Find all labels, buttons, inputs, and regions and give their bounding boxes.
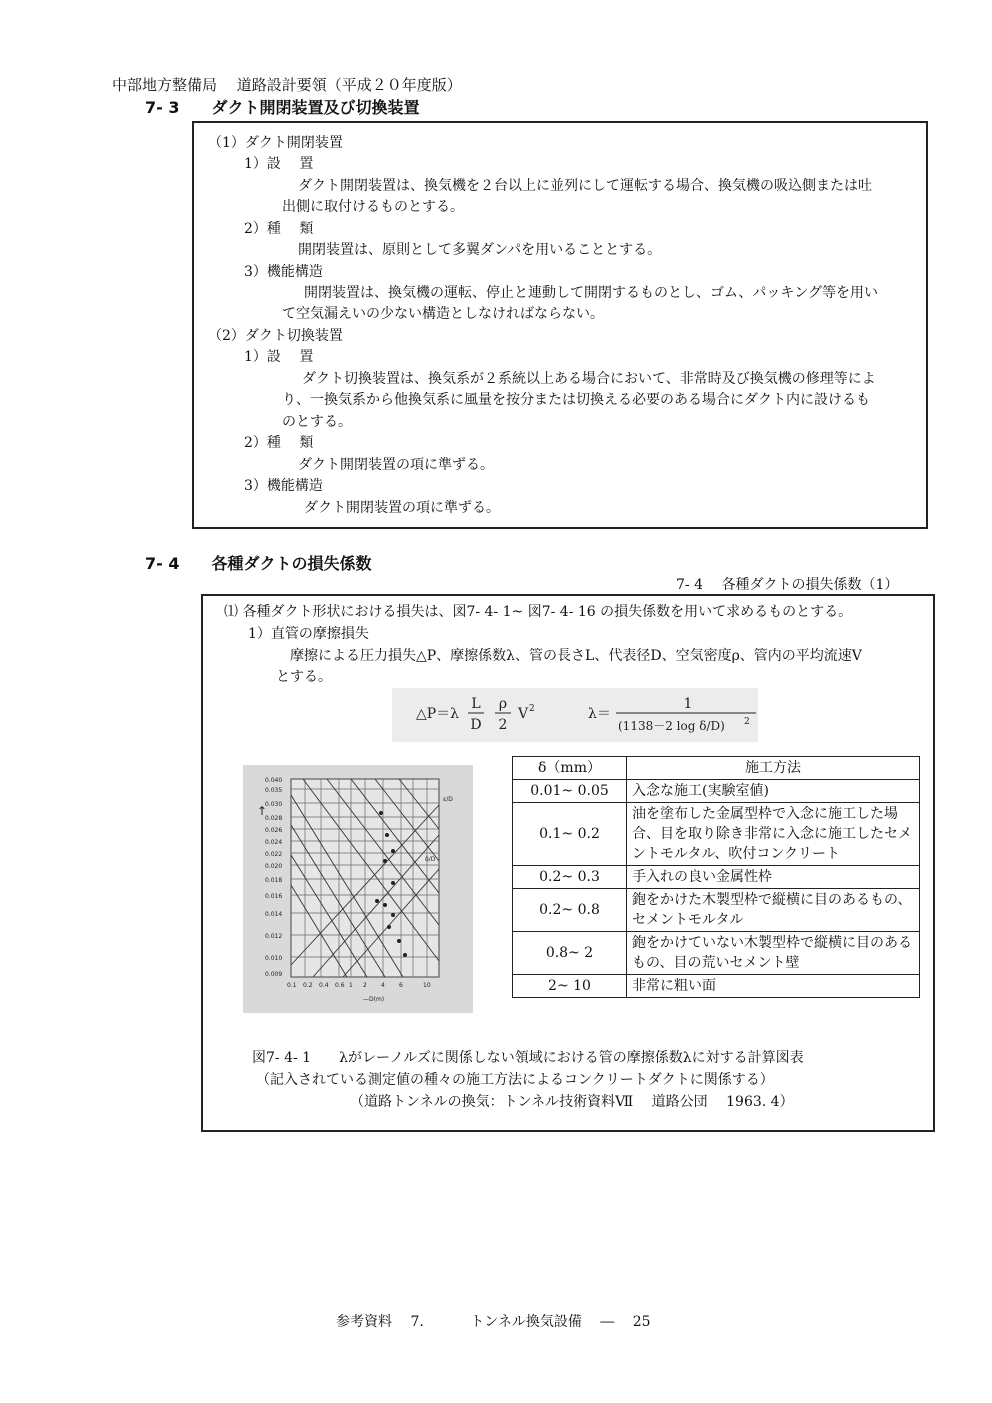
table-cell-method: 鉋をかけていない木製型枠で縦横に目のあるもの、目の荒いセメント壁 [627,932,920,975]
formula1-den2: 2 [498,717,508,733]
table-row [513,780,920,803]
table-cell-method: 非常に粗い面 [627,975,920,998]
table-cell-delta: 2~ 10 [513,975,627,998]
y-tick-label: 0.014 [265,911,283,918]
x-tick-label: 0.4 [319,982,329,989]
paragraph-line: ダクト切換装置は、換気系が２系統以上ある場合において、非常時及び換気機の修理等によ [302,371,876,387]
section-7-4-subheading: 7- 4 各種ダクトの損失係数（1） [676,577,899,593]
formula-image [392,688,758,742]
right-axis-label: ε/D [443,796,453,803]
section-7-3-box [192,121,928,529]
y-tick-label: 0.040 [265,777,283,784]
paragraph-line: ダクト開閉装置は、換気機を２台以上に並列にして運転する場合、換気機の吸込側または吐 [298,178,872,194]
table-cell-method: 鉋をかけた木製型枠で縦横に目のあるもの、セメントモルタル [627,889,920,932]
x-tick-label: 0.6 [335,982,345,989]
table-cell-method: 入念な施工(実験室値) [627,780,920,803]
page-footer: 参考資料 7. トンネル換気設備 ― 25 [336,1314,651,1330]
paragraph-line: のとする。 [282,414,352,430]
table-cell-delta: 0.2~ 0.3 [513,866,627,889]
table-header-row [513,757,920,780]
paragraph-line: て空気漏えいの少ない構造としなければならない。 [282,306,604,322]
sub-item: 3）機能構造 [244,478,323,494]
y-tick-label: 0.030 [265,801,283,808]
table-header-cell: δ（mm） [513,757,627,780]
table-row [513,932,920,975]
paragraph-line: り、一換気系から他換気系に風量を按分または切換える必要のある場合にダクト内に設けるも [282,392,870,408]
x-tick-label: 4 [381,982,385,989]
mid-axis-label: δ/D [425,856,436,863]
paragraph-line: 開閉装置は、原則として多翼ダンパを用いることとする。 [298,242,662,258]
x-tick-label: 2 [363,982,367,989]
y-tick-label: 0.012 [265,933,283,940]
paragraph-line: 出側に取付けるものとする。 [282,199,464,215]
table-header-cell: 施工方法 [627,757,920,780]
sub-item: 3）機能構造 [244,264,323,280]
figure-source: （道路トンネルの換気：トンネル技術資料Ⅶ 道路公団 1963. 4） [350,1094,794,1110]
sub-item: 1）設 置 [244,156,314,172]
y-tick-label: 0.035 [265,787,283,794]
y-tick-label: 0.018 [265,877,283,884]
x-tick-label: 10 [423,982,431,989]
formula2-lhs: λ＝ [588,706,611,722]
paragraph-line: 開閉装置は、換気機の運転、停止と連動して開閉するものとし、ゴム、パッキング等を用い [304,285,878,301]
formula1-num2: ρ [498,696,508,712]
friction-nomograph-figure [243,765,473,1013]
formula2-sup: 2 [744,717,750,727]
item-heading: （1）ダクト開閉装置 [208,135,343,151]
figure-caption: 図7- 4- 1 λがレーノルズに関係しない領域における管の摩擦係数λに対する計算図表 [252,1050,804,1066]
item-heading: （2）ダクト切換装置 [208,328,343,344]
formula1-den1: D [470,717,482,733]
y-tick-label: 0.024 [265,839,283,846]
table-cell-delta: 0.1~ 0.2 [513,803,627,866]
formula1-num1: L [471,696,481,712]
paragraph-line: 摩擦による圧力損失△P、摩擦係数λ、管の長さL、代表径D、空気密度ρ、管内の平均流速V [290,648,862,664]
formula2-den: (1138－2 log δ/D) [618,719,725,733]
intro-text: ⑴ 各種ダクト形状における損失は、図7- 4- 1~ 図7- 4- 16 の損失係数を用いて求めるものとする。 [224,604,853,620]
table-row [513,866,920,889]
paragraph-line: とする。 [276,669,332,685]
section-7-4-heading: 7- 4 各種ダクトの損失係数 [145,554,372,573]
x-tick-label: 6 [399,982,403,989]
construction-method-table [512,756,920,998]
paragraph-line: ダクト開閉装置の項に準ずる。 [304,500,500,516]
formula1-sup: 2 [529,704,535,714]
x-tick-label: 0.2 [303,982,313,989]
nomograph-svg [243,765,473,1013]
sub-item: 2）種 類 [244,221,314,237]
table-cell-delta: 0.01~ 0.05 [513,780,627,803]
up-arrow-icon: ↑ [257,804,268,818]
y-tick-label: 0.028 [265,815,283,822]
y-tick-label: 0.026 [265,827,283,834]
figure-caption-note: （記入されている測定値の種々の施工方法によるコンクリートダクトに関係する） [256,1072,774,1088]
paragraph-line: ダクト開閉装置の項に準ずる。 [298,457,494,473]
document-header: 中部地方整備局 道路設計要領（平成２０年度版） [112,76,462,94]
formula2-num: 1 [683,696,693,712]
y-tick-label: 0.016 [265,893,283,900]
formula1-lhs: △P＝λ [416,706,460,722]
table-row [513,803,920,866]
section-7-3-heading: 7- 3 ダクト開閉装置及び切換装置 [145,98,420,117]
table-cell-method: 油を塗布した金属型枠で入念に施工した場合、目を取り除き非常に入念に施工したセメントモルタル、吹付コンクリート [627,803,920,866]
formula-svg [392,688,758,742]
y-tick-label: 0.009 [265,971,283,978]
sub-item: 2）種 類 [244,435,314,451]
x-tick-label: 0.1 [287,982,297,989]
x-tick-label: 1 [349,982,353,989]
table-cell-delta: 0.8~ 2 [513,932,627,975]
formula1-tail: V [518,706,529,722]
x-axis-label: —D(m) [363,996,385,1003]
y-tick-label: 0.020 [265,863,283,870]
y-tick-label: 0.010 [265,955,283,962]
table-row [513,975,920,998]
table-cell-delta: 0.2~ 0.8 [513,889,627,932]
table-row [513,889,920,932]
table-cell-method: 手入れの良い金属性枠 [627,866,920,889]
sub-item: 1）直管の摩擦損失 [248,626,369,642]
y-tick-label: 0.022 [265,851,283,858]
sub-item: 1）設 置 [244,349,314,365]
